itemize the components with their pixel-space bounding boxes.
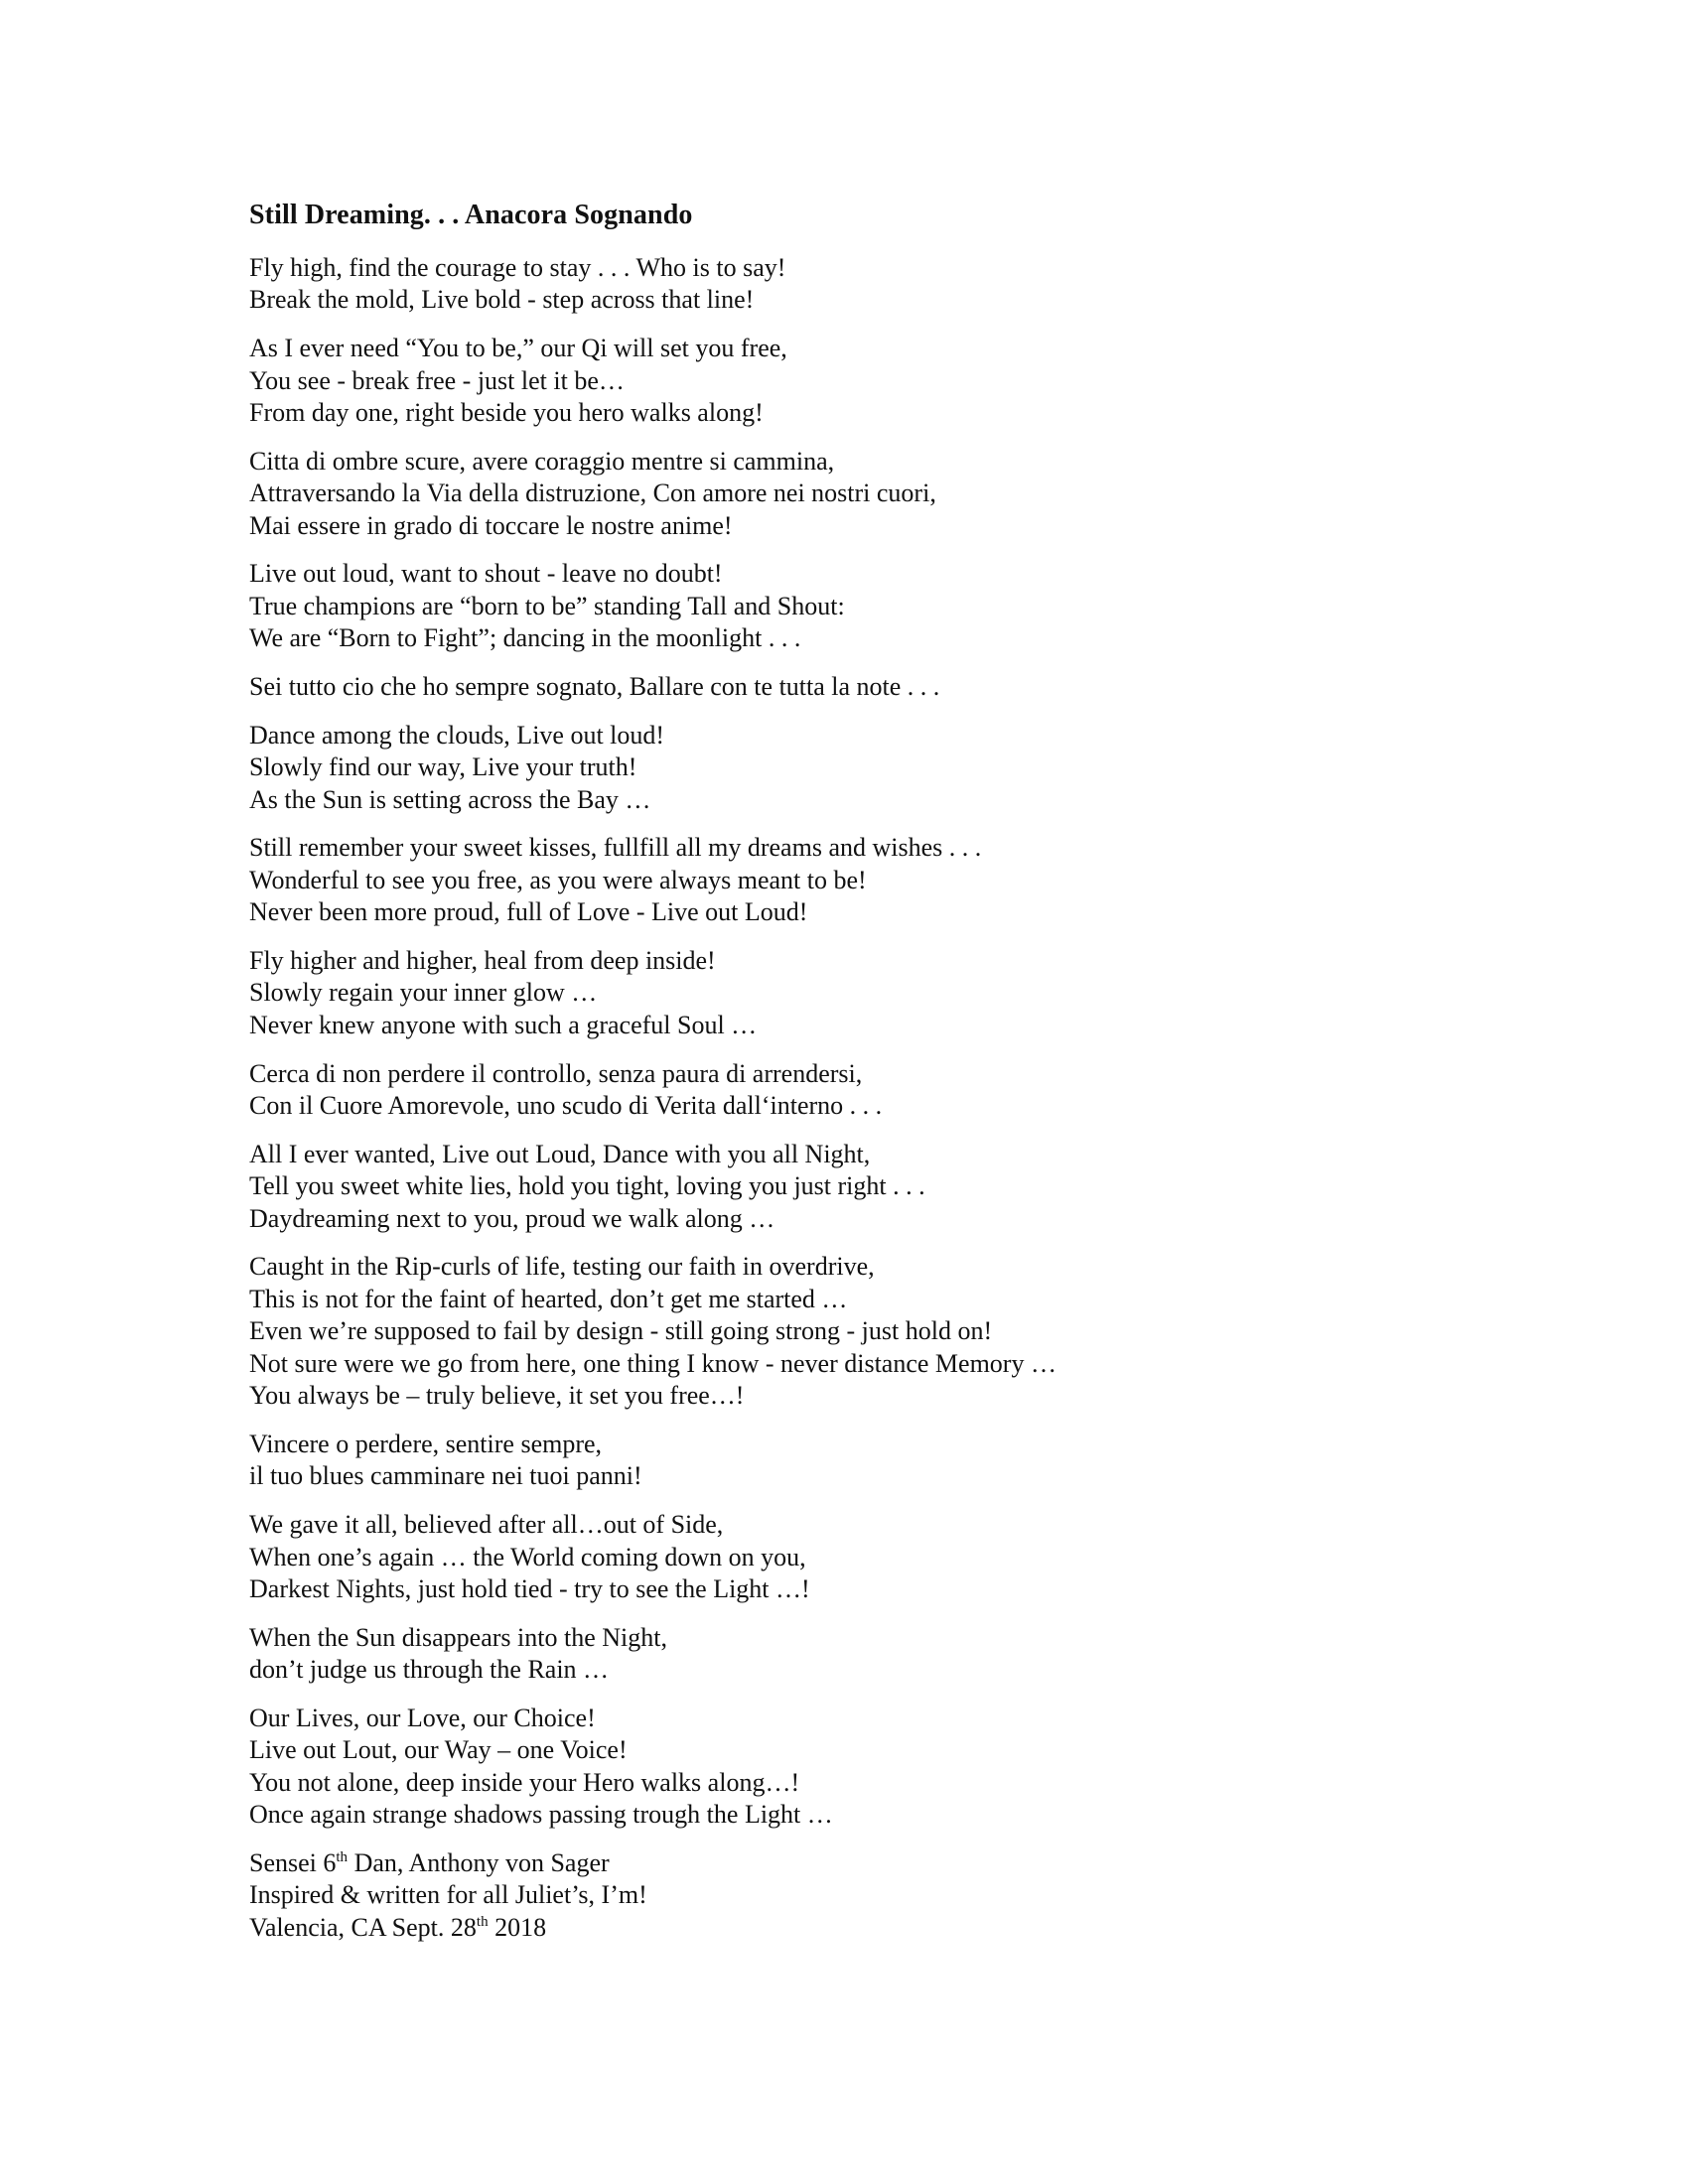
signature-block: [249, 1847, 1490, 1944]
poem-line: Citta di ombre scure, avere coraggio mentre si cammina,: [249, 446, 835, 476]
poem-line: This is not for the faint of hearted, don’t get me started …: [249, 1284, 848, 1313]
stanza: [249, 1622, 1490, 1687]
stanza: [249, 1251, 1490, 1412]
stanza: [249, 1429, 1490, 1493]
poem-line: Not sure were we go from here, one thing I know - never distance Memory …: [249, 1348, 1056, 1378]
poem-line: You see - break free - just let it be…: [249, 365, 625, 395]
poem-line: Slowly find our way, Live your truth!: [249, 752, 637, 782]
stanza: [249, 671, 1490, 703]
stanza: [249, 1509, 1490, 1605]
poem-line: Darkest Nights, just hold tied - try to see the Light …!: [249, 1573, 810, 1603]
poem-line: Even we’re supposed to fail by design - still going strong - just hold on!: [249, 1316, 993, 1346]
stanza: [249, 832, 1490, 928]
poem-line: Fly higher and higher, heal from deep inside!: [249, 946, 716, 976]
poem-line: From day one, right beside you hero walks along!: [249, 398, 764, 428]
poem-line: All I ever wanted, Live out Loud, Dance with you all Night,: [249, 1139, 871, 1168]
poem-line: We are “Born to Fight”; dancing in the moonlight . . .: [249, 623, 801, 653]
poem-line: As the Sun is setting across the Bay …: [249, 784, 651, 814]
stanza: [249, 252, 1490, 317]
stanza: [249, 446, 1490, 542]
stanza: [249, 720, 1490, 816]
poem-line: Never been more proud, full of Love - Live out Loud!: [249, 897, 808, 927]
signature-dedication: Inspired & written for all Juliet’s, I’m!: [249, 1880, 647, 1910]
poem-line: Mai essere in grado di toccare le nostre anime!: [249, 510, 733, 540]
poem-line: Live out loud, want to shout - leave no doubt!: [249, 559, 723, 589]
poem: [249, 199, 1490, 1961]
poem-line: Live out Lout, our Way – one Voice!: [249, 1735, 628, 1765]
poem-line: Our Lives, our Love, our Choice!: [249, 1703, 596, 1732]
poem-line: Once again strange shadows passing trough the Light …: [249, 1800, 833, 1830]
poem-line: As I ever need “You to be,” our Qi will set you free,: [249, 334, 787, 363]
poem-line: We gave it all, believed after all…out of Side,: [249, 1510, 724, 1540]
stanza: [249, 558, 1490, 654]
poem-line: You always be – truly believe, it set you free…!: [249, 1381, 745, 1411]
stanza: [249, 1139, 1490, 1235]
poem-line: True champions are “born to be” standing Tall and Shout:: [249, 591, 845, 620]
poem-line: Wonderful to see you free, as you were always meant to be!: [249, 865, 867, 894]
poem-line: Attraversando la Via della distruzione, Con amore nei nostri cuori,: [249, 478, 936, 508]
poem-body: [249, 252, 1490, 1832]
stanza: [249, 333, 1490, 429]
poem-line: don’t judge us through the Rain …: [249, 1655, 610, 1685]
stanza: [249, 1058, 1490, 1123]
poem-line: Sei tutto cio che ho sempre sognato, Ballare con te tutta la note . . .: [249, 672, 940, 702]
poem-line: When the Sun disappears into the Night,: [249, 1622, 667, 1652]
poem-line: Dance among the clouds, Live out loud!: [249, 720, 665, 750]
stanza: [249, 1703, 1490, 1832]
poem-title: Still Dreaming. . . Anacora Sognando: [249, 200, 693, 230]
poem-line: Never knew anyone with such a graceful Soul …: [249, 1010, 758, 1039]
signature-place-date: Valencia, CA Sept. 28th 2018: [249, 1912, 547, 1942]
poem-line: When one’s again … the World coming down on you,: [249, 1542, 806, 1571]
poem-line: You not alone, deep inside your Hero walks along…!: [249, 1767, 800, 1797]
poem-line: Still remember your sweet kisses, fullfill all my dreams and wishes . . .: [249, 833, 982, 863]
stanza: [249, 945, 1490, 1041]
poem-line: Con il Cuore Amorevole, uno scudo di Verita dall‘interno . . .: [249, 1091, 883, 1121]
poem-line: Tell you sweet white lies, hold you tight, loving you just right . . .: [249, 1171, 925, 1201]
poem-line: il tuo blues camminare nei tuoi panni!: [249, 1461, 642, 1491]
poem-line: Cerca di non perdere il controllo, senza paura di arrendersi,: [249, 1058, 863, 1088]
poem-line: Caught in the Rip-curls of life, testing our faith in overdrive,: [249, 1252, 875, 1282]
poem-line: Vincere o perdere, sentire sempre,: [249, 1429, 603, 1458]
poem-line: Daydreaming next to you, proud we walk along …: [249, 1203, 775, 1233]
poem-line: Break the mold, Live bold - step across that line!: [249, 285, 755, 315]
poem-line: Slowly regain your inner glow …: [249, 978, 598, 1008]
poem-line: Fly high, find the courage to stay . . . Who is to say!: [249, 253, 786, 282]
signature-author: Sensei 6th Dan, Anthony von Sager: [249, 1847, 610, 1877]
